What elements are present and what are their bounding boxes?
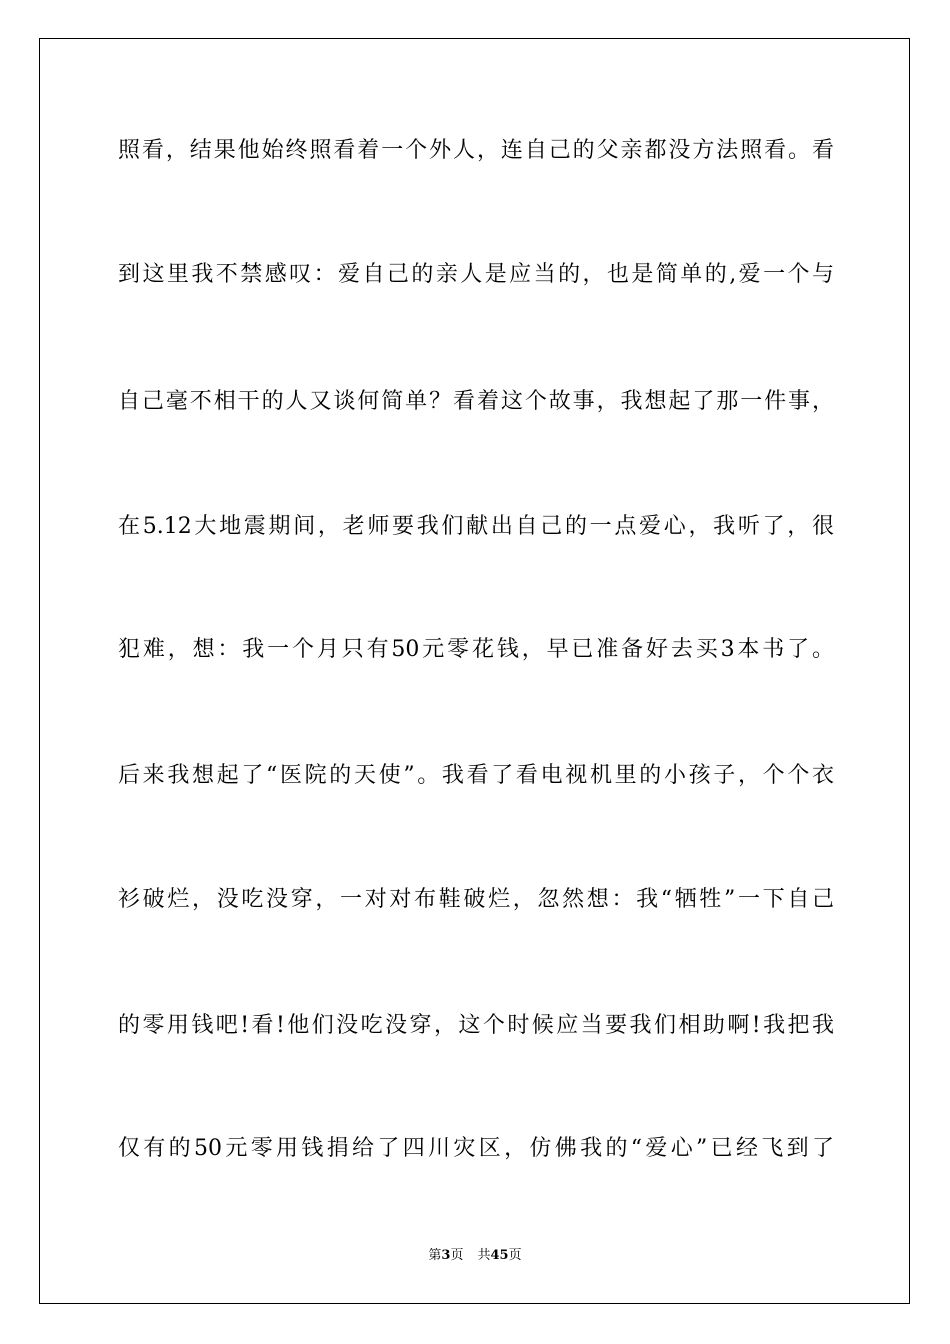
total-suffix: 页 <box>508 1248 522 1263</box>
body-text-line-2: 到这里我不禁感叹：爱自己的亲人是应当的，也是简单的,爱一个与 <box>118 262 834 287</box>
body-text-line-4: 在5.12大地震期间，老师要我们献出自己的一点爱心，我听了，很 <box>118 514 834 539</box>
body-text-line-5: 犯难，想：我一个月只有50元零花钱，早已准备好去买3本书了。 <box>118 637 834 662</box>
body-text-line-8: 的零用钱吧!看!他们没吃没穿，这个时候应当要我们相助啊!我把我 <box>118 1013 834 1038</box>
body-text-line-3: 自己毫不相干的人又谈何简单？看着这个故事，我想起了那一件事， <box>118 389 834 414</box>
body-text-line-6: 后来我想起了“医院的天使”。我看了看电视机里的小孩子，个个衣 <box>118 763 834 788</box>
body-text-line-1: 照看，结果他始终照看着一个外人，连自己的父亲都没方法照看。看 <box>118 138 834 163</box>
page-border <box>39 38 910 1304</box>
page-footer <box>0 1247 950 1265</box>
page-suffix: 页 <box>450 1248 464 1263</box>
body-text-line-9: 仅有的50元零用钱捐给了四川灾区，仿佛我的“爱心”已经飞到了 <box>118 1136 834 1161</box>
body-text-line-7: 衫破烂，没吃没穿，一对对布鞋破烂，忽然想：我“牺牲”一下自己 <box>118 887 834 912</box>
page-prefix: 第 <box>428 1248 442 1263</box>
total-pages: 45 <box>490 1248 509 1263</box>
page-number: 3 <box>441 1248 451 1263</box>
total-prefix: 共 <box>477 1248 491 1263</box>
